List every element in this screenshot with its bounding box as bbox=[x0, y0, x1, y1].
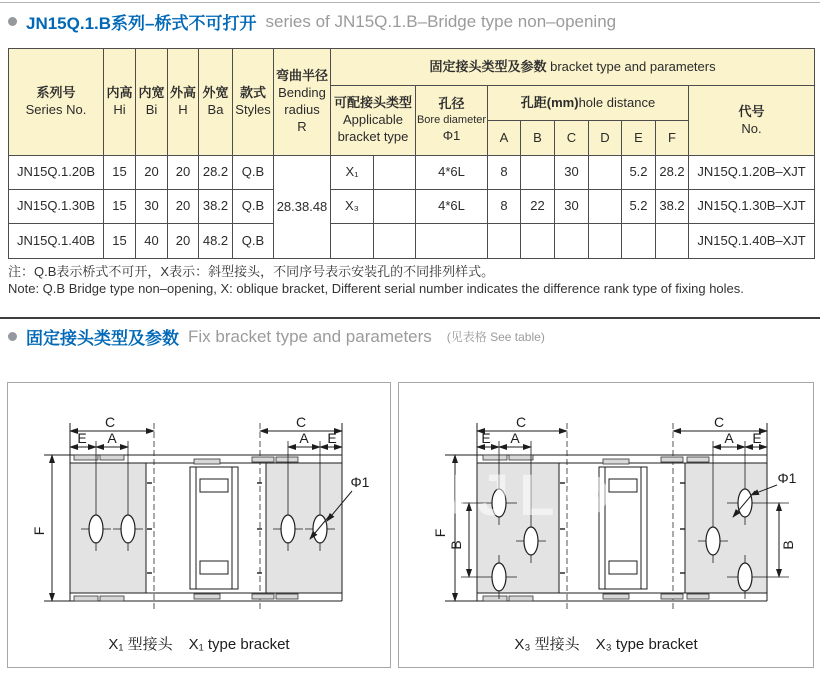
cell-bore: 4*6L bbox=[416, 156, 488, 190]
cell-bi: 20 bbox=[136, 156, 168, 190]
x1-caption: X₁ 型接头 X₁ type bracket bbox=[108, 636, 290, 653]
cell-hole-f bbox=[656, 224, 689, 259]
cell-styles: Q.B bbox=[233, 224, 274, 259]
link-slot-top bbox=[200, 479, 228, 492]
cell-hole-d bbox=[589, 156, 622, 190]
cell-hole-e: 5.2 bbox=[622, 156, 656, 190]
section2-title-en: Fix bracket type and parameters bbox=[188, 326, 432, 346]
dim-label-b: B bbox=[448, 540, 464, 550]
x1-bracket-panel bbox=[7, 382, 391, 668]
col-header-hole-distance: 孔距(mm)hole distance bbox=[488, 86, 689, 121]
cell-hole-d bbox=[589, 190, 622, 224]
col-header-styles: 款式 Styles bbox=[233, 49, 274, 156]
col-header-series: 系列号 Series No. bbox=[9, 49, 104, 156]
note-zh: 注：Q.B表示桥式不可开，X表示：斜型接头，不同序号表示安装孔的不同排列样式。 bbox=[8, 264, 495, 279]
col-header-ba: 外宽 Ba bbox=[199, 49, 233, 156]
link-slot-bottom bbox=[609, 561, 637, 574]
table-row bbox=[9, 224, 815, 259]
cell-hole-e bbox=[622, 224, 656, 259]
col-header-d: D bbox=[589, 121, 622, 156]
dim-label-phi: Φ1 bbox=[777, 470, 797, 486]
dim-label-f: F bbox=[31, 526, 47, 536]
cell-hole-c: 30 bbox=[555, 190, 589, 224]
cell-bracket-b bbox=[374, 224, 416, 259]
dim-label-c: C bbox=[515, 414, 527, 430]
cell-bracket-b bbox=[374, 156, 416, 190]
link-slot-top bbox=[609, 479, 637, 492]
spec-table bbox=[8, 48, 815, 259]
cell-hi: 15 bbox=[104, 156, 136, 190]
cell-hole-a: 8 bbox=[488, 156, 521, 190]
dim-label-b: B bbox=[780, 540, 796, 550]
cell-bore: 4*6L bbox=[416, 190, 488, 224]
dim-label-a: A bbox=[107, 430, 117, 446]
section2-heading bbox=[8, 324, 545, 349]
dim-label-a: A bbox=[299, 430, 309, 446]
cell-ba: 28.2 bbox=[199, 156, 233, 190]
cell-bracket-a: X₃ bbox=[331, 190, 374, 224]
section2-title-zh: 固定接头类型及参数 bbox=[26, 329, 179, 348]
cell-h: 20 bbox=[168, 156, 199, 190]
section-divider bbox=[0, 317, 820, 319]
cell-hi: 15 bbox=[104, 190, 136, 224]
col-header-h: 外高 H bbox=[168, 49, 199, 156]
cell-series: JN15Q.1.20B bbox=[9, 156, 104, 190]
col-header-c: C bbox=[555, 121, 589, 156]
dim-label-e: E bbox=[481, 430, 491, 446]
col-header-hi: 内高 Hi bbox=[104, 49, 136, 156]
cell-no: JN15Q.1.30B–XJT bbox=[689, 190, 815, 224]
cell-hole-a: 8 bbox=[488, 190, 521, 224]
col-header-b: B bbox=[521, 121, 555, 156]
dim-label-a: A bbox=[510, 430, 520, 446]
cell-bore bbox=[416, 224, 488, 259]
dim-label-c: C bbox=[104, 414, 116, 430]
dim-label-e: E bbox=[752, 430, 762, 446]
dim-label-phi: Φ1 bbox=[350, 474, 370, 490]
cell-hole-c: 30 bbox=[555, 156, 589, 190]
cell-hole-c bbox=[555, 224, 589, 259]
note-en: Note: Q.B Bridge type non–opening, X: oblique bracket, Different serial number indicates the difference rank type of fixing holes. bbox=[8, 281, 744, 296]
col-header-no: 代号 No. bbox=[689, 86, 815, 156]
col-header-bi: 内宽 Bi bbox=[136, 49, 168, 156]
cell-hole-b bbox=[521, 156, 555, 190]
cell-hole-e: 5.2 bbox=[622, 190, 656, 224]
dim-label-a: A bbox=[724, 430, 734, 446]
x3-bracket-diagram bbox=[399, 383, 813, 627]
cell-styles: Q.B bbox=[233, 190, 274, 224]
x1-bracket-diagram bbox=[8, 383, 390, 627]
cell-hole-f: 28.2 bbox=[656, 156, 689, 190]
cell-hole-f: 38.2 bbox=[656, 190, 689, 224]
cell-bi: 30 bbox=[136, 190, 168, 224]
cell-hi: 15 bbox=[104, 224, 136, 259]
table-row bbox=[9, 156, 815, 190]
cell-styles: Q.B bbox=[233, 156, 274, 190]
section1-title-zh: JN15Q.1.B系列–桥式不可打开 bbox=[26, 14, 257, 33]
col-header-f: F bbox=[656, 121, 689, 156]
col-header-a: A bbox=[488, 121, 521, 156]
right-plate bbox=[685, 463, 767, 593]
col-header-bore-diameter: 孔径 Bore diameter Φ1 bbox=[416, 86, 488, 156]
cell-series: JN15Q.1.40B bbox=[9, 224, 104, 259]
section1-bullet-icon bbox=[8, 17, 17, 26]
cell-hole-b bbox=[521, 224, 555, 259]
right-plate bbox=[266, 463, 342, 593]
cell-hole-b: 22 bbox=[521, 190, 555, 224]
cell-bracket-b bbox=[374, 190, 416, 224]
top-divider bbox=[0, 2, 820, 3]
cell-ba: 48.2 bbox=[199, 224, 233, 259]
col-header-applicable-bracket: 可配接头类型 Applicable bracket type bbox=[331, 86, 416, 156]
section2-hint: (见表格 See table) bbox=[446, 330, 545, 344]
cell-h: 20 bbox=[168, 224, 199, 259]
group-header-bracket-params: 固定接头类型及参数 bracket type and parameters bbox=[331, 49, 815, 86]
cell-bi: 40 bbox=[136, 224, 168, 259]
cell-h: 20 bbox=[168, 190, 199, 224]
x3-bracket-panel bbox=[398, 382, 814, 668]
table-row bbox=[9, 190, 815, 224]
x3-caption: X₃ 型接头 X₃ type bracket bbox=[514, 636, 698, 653]
cell-series: JN15Q.1.30B bbox=[9, 190, 104, 224]
col-header-bending-radius: 弯曲半径 Bending radius R bbox=[274, 49, 331, 156]
cell-hole-a bbox=[488, 224, 521, 259]
section1-title-en: series of JN15Q.1.B–Bridge type non–opening bbox=[265, 11, 617, 31]
cell-ba: 38.2 bbox=[199, 190, 233, 224]
cell-no: JN15Q.1.40B–XJT bbox=[689, 224, 815, 259]
section2-bullet-icon bbox=[8, 332, 17, 341]
dim-label-e: E bbox=[327, 430, 337, 446]
left-plate bbox=[477, 463, 559, 593]
link-slot-bottom bbox=[200, 561, 228, 574]
col-header-e: E bbox=[622, 121, 656, 156]
section1-heading bbox=[8, 9, 616, 34]
cell-bracket-a bbox=[331, 224, 374, 259]
dim-label-c: C bbox=[295, 414, 307, 430]
dim-label-f: F bbox=[432, 528, 448, 538]
cell-hole-d bbox=[589, 224, 622, 259]
cell-bracket-a: X₁ bbox=[331, 156, 374, 190]
dim-label-c: C bbox=[713, 414, 725, 430]
cell-bending-radius: 28.38.48 bbox=[274, 156, 331, 259]
watermark: UJLO bbox=[425, 463, 620, 528]
cell-no: JN15Q.1.20B–XJT bbox=[689, 156, 815, 190]
dim-label-e: E bbox=[77, 430, 87, 446]
